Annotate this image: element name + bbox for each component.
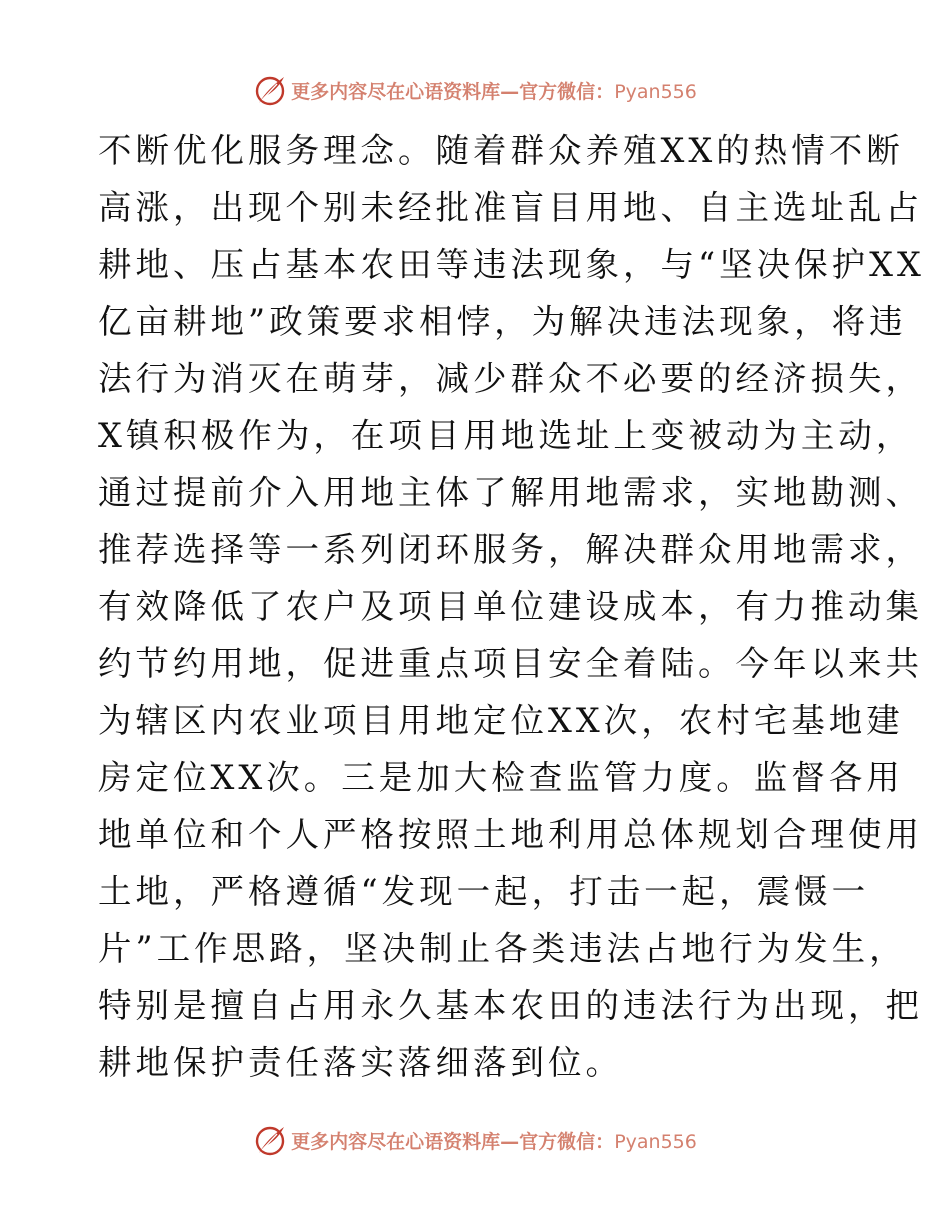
document-body <box>98 122 925 1091</box>
text-line: 片”工作思路，坚决制止各类违法占地行为发生， <box>98 929 907 968</box>
text-line: 推荐选择等一系列闭环服务，解决群众用地需求， <box>98 530 923 569</box>
feather-quill-icon <box>253 1123 287 1157</box>
watermark-separator: — <box>500 80 520 103</box>
text-line: X镇积极作为，在项目用地选址上变被动为主动， <box>98 416 914 455</box>
text-line: 地单位和个人严格按照土地利用总体规划合理使用 <box>98 815 923 854</box>
watermark-contact: 官方微信： <box>519 1130 615 1153</box>
watermark-account: Pyan556 <box>614 1130 697 1153</box>
watermark-separator: — <box>500 1130 520 1153</box>
text-line: 通过提前介入用地主体了解用地需求，实地勘测、 <box>98 473 923 512</box>
text-line: 高涨，出现个别未经批准盲目用地、自主选址乱占 <box>98 188 923 227</box>
header-watermark <box>0 70 950 110</box>
footer-watermark <box>0 1120 950 1160</box>
watermark-title: 更多内容尽在心语资料库 <box>291 1130 501 1153</box>
text-line: 约节约用地，促进重点项目安全着陆。今年以来共 <box>98 644 923 683</box>
watermark-text <box>291 1127 697 1154</box>
text-line: 土地，严格遵循“发现一起，打击一起，震慑一 <box>98 872 870 911</box>
text-line: 耕地保护责任落实落细落到位。 <box>98 1043 623 1082</box>
text-line: 不断优化服务理念。随着群众养殖XX的热情不断 <box>98 131 904 170</box>
watermark-title: 更多内容尽在心语资料库 <box>291 80 501 103</box>
feather-quill-icon <box>253 73 287 107</box>
watermark-contact: 官方微信： <box>519 80 615 103</box>
watermark-text <box>291 77 697 104</box>
watermark-account: Pyan556 <box>614 80 697 103</box>
text-line: 亿亩耕地”政策要求相悖，为解决违法现象，将违 <box>98 302 907 341</box>
text-line: 法行为消灭在萌芽，减少群众不必要的经济损失， <box>98 359 923 398</box>
text-line: 耕地、压占基本农田等违法现象，与“坚决保护XX <box>98 245 925 284</box>
text-line: 特别是擅自占用永久基本农田的违法行为出现，把 <box>98 986 923 1025</box>
text-line: 有效降低了农户及项目单位建设成本，有力推动集 <box>98 587 923 626</box>
text-line: 房定位XX次。三是加大检查监管力度。监督各用 <box>98 758 904 797</box>
text-line: 为辖区内农业项目用地定位XX次，农村宅基地建 <box>98 701 904 740</box>
